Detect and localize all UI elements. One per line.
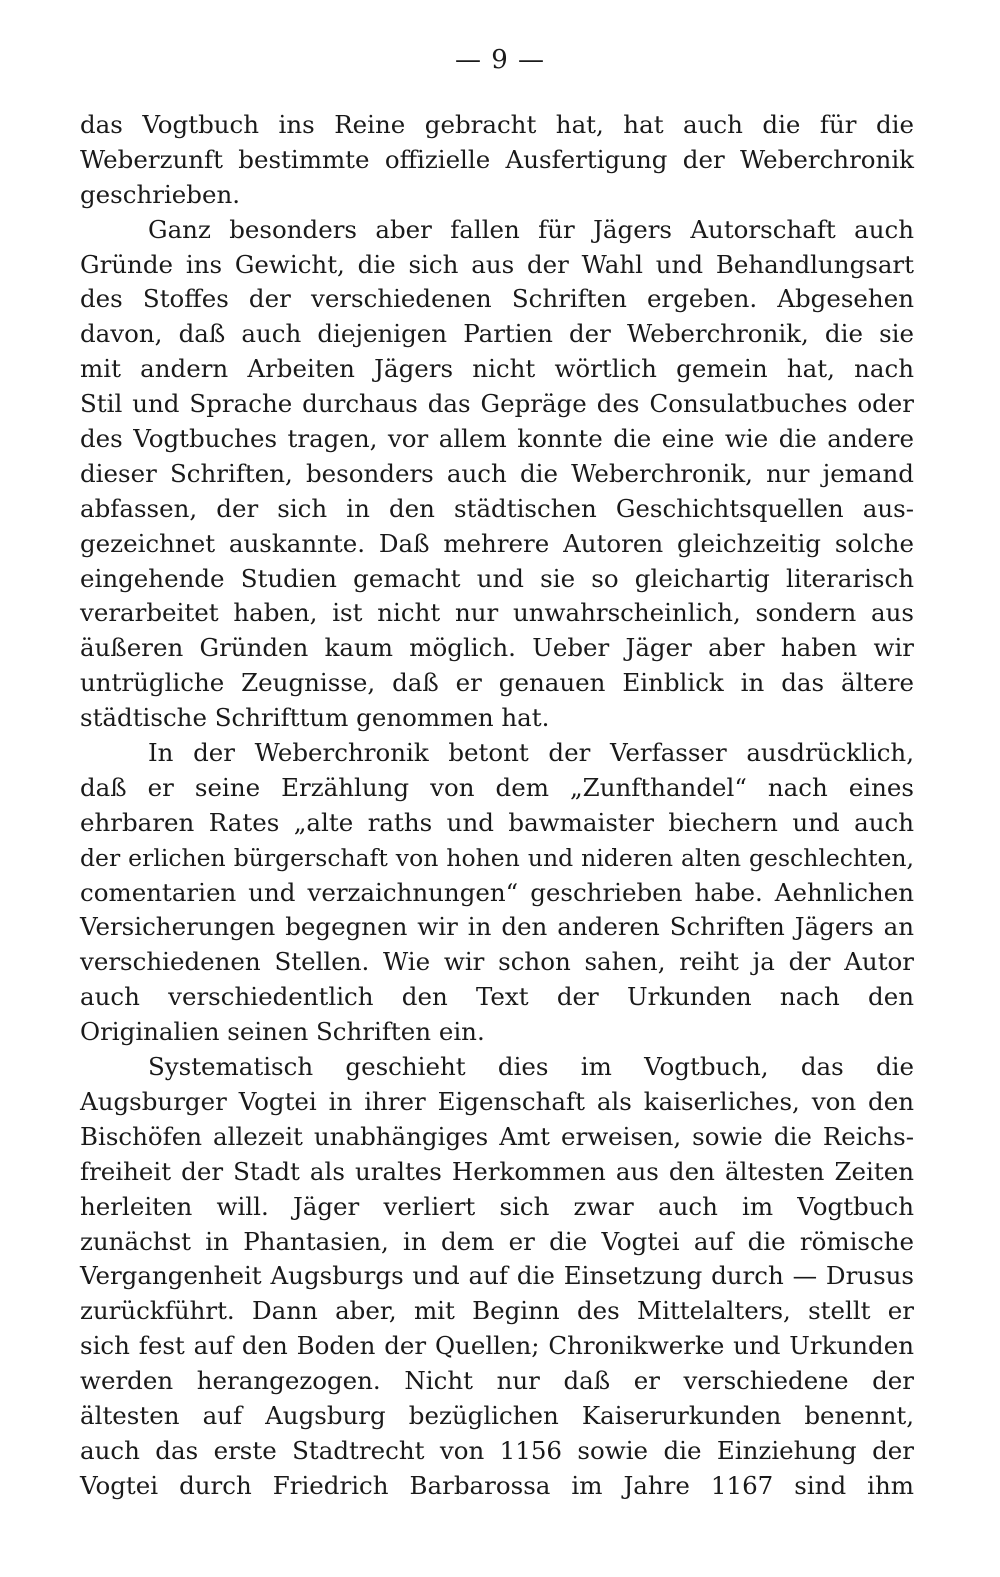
text-line: eingehende Studien gemacht und sie so gleichartig literarisch [80, 563, 914, 593]
text-line: Systematisch geschieht dies im Vogtbuch, das die [148, 1052, 914, 1082]
text-line: ehrbaren Rates „alte raths und bawmaister biechern und auch [80, 807, 914, 837]
text-line: verarbeitet haben, ist nicht nur unwahrscheinlich, sondern aus [80, 598, 914, 628]
text-line: Originalien seinen Schriften ein. [80, 1017, 485, 1047]
text-line: werden herangezogen. Nicht nur daß er verschiedene der [80, 1366, 914, 1396]
text-line: daß er seine Erzählung von dem „Zunfthandel“ nach eines [80, 772, 914, 802]
text-line: auch verschiedentlich den Text der Urkunden nach den [80, 982, 914, 1012]
text-line: Ganz besonders aber fallen für Jägers Autorschaft auch [148, 214, 914, 244]
text-line: städtische Schrifttum genommen hat. [80, 703, 550, 733]
text-line: zurückführt. Dann aber, mit Beginn des Mittelalters, stellt er [80, 1296, 914, 1326]
text-line: das Vogtbuch ins Reine gebracht hat, hat auch die für die [80, 110, 914, 139]
text-line: des Stoffes der verschiedenen Schriften ergeben. Abgesehen [80, 284, 914, 314]
text-line: Stil und Sprache durchaus das Gepräge des Consulatbuches oder [80, 389, 914, 419]
text-line: dieser Schriften, besonders auch die Weberchronik, nur jemand [80, 458, 914, 488]
text-line: Versicherungen begegnen wir in den anderen Schriften Jägers an [80, 912, 914, 942]
text-line: geschrieben. [80, 179, 241, 209]
text-line: herleiten will. Jäger verliert sich zwar auch im Vogtbuch [80, 1191, 914, 1221]
text-line: Vergangenheit Augsburgs und auf die Einsetzung durch — Drusus [80, 1261, 914, 1291]
text-line: Weberzunft bestimmte offizielle Ausfertigung der Weberchronik [80, 144, 914, 174]
text-line: gezeichnet auskannte. Daß mehrere Autoren gleichzeitig solche [80, 528, 914, 558]
text-line: Vogtei durch Friedrich Barbarossa im Jahre 1167 sind ihm [80, 1470, 914, 1500]
text-line: In der Weberchronik betont der Verfasser ausdrücklich, [148, 738, 914, 768]
body-text [80, 108, 914, 1504]
text-line: freiheit der Stadt als uraltes Herkommen aus den ältesten Zeiten [80, 1156, 914, 1186]
text-line: zunächst in Phantasien, in dem er die Vogtei auf die römische [80, 1226, 914, 1256]
text-line: Augsburger Vogtei in ihrer Eigenschaft als kaiserliches, von den [80, 1086, 914, 1116]
text-line: auch das erste Stadtrecht von 1156 sowie die Einziehung der [80, 1435, 914, 1465]
text-line: der erlichen bürgerschaft von hohen und nideren alten geschlechten, [80, 843, 914, 872]
text-line: comentarien und verzaichnungen“ geschrieben habe. Aehnlichen [80, 877, 914, 907]
text-line: des Vogtbuches tragen, vor allem konnte die eine wie die andere [80, 424, 914, 454]
text-line: sich fest auf den Boden der Quellen; Chronikwerke und Urkunden [80, 1331, 914, 1361]
text-line: mit andern Arbeiten Jägers nicht wörtlich gemein hat, nach [80, 354, 914, 384]
text-line: verschiedenen Stellen. Wie wir schon sahen, reiht ja der Autor [80, 947, 914, 977]
text-line: ältesten auf Augsburg bezüglichen Kaiserurkunden benennt, [80, 1400, 914, 1430]
page-number: — 9 — [454, 45, 546, 75]
text-line: Bischöfen allezeit unabhängiges Amt erweisen, sowie die Reichs- [80, 1121, 914, 1151]
text-line: Gründe ins Gewicht, die sich aus der Wahl und Behandlungsart [80, 249, 914, 279]
text-line: äußeren Gründen kaum möglich. Ueber Jäger aber haben wir [80, 633, 914, 663]
text-line: davon, daß auch diejenigen Partien der Weberchronik, die sie [80, 319, 914, 349]
text-line: abfassen, der sich in den städtischen Geschichtsquellen aus- [80, 493, 914, 523]
text-line: untrügliche Zeugnisse, daß er genauen Einblick in das ältere [80, 668, 914, 698]
